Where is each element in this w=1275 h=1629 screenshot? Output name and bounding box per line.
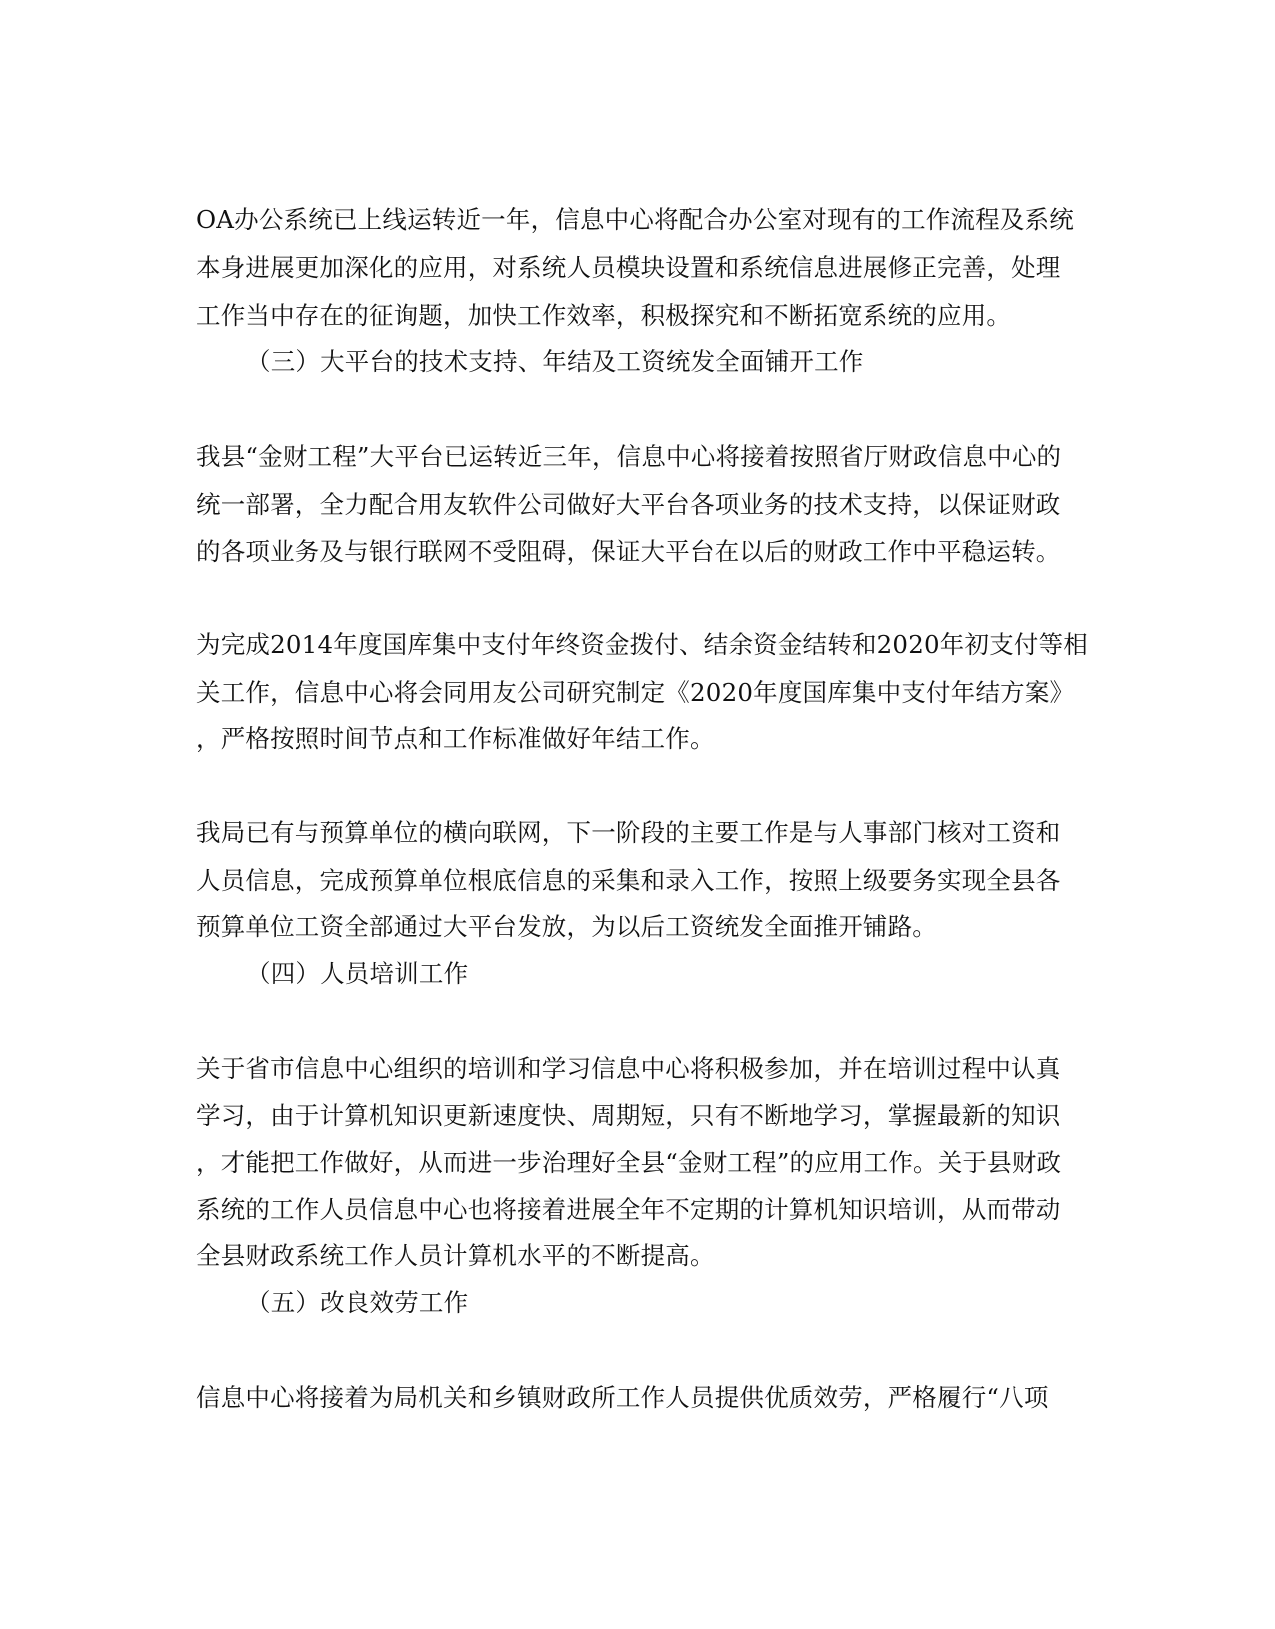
paragraph-platform-line-1: 我县“金财工程”大平台已运转近三年，信息中心将接着按照省厅财政信息中心的 — [196, 442, 1062, 471]
paragraph-salary-line-3: 预算单位工资全部通过大平台发放，为以后工资统发全面推开铺路。 — [196, 912, 937, 941]
paragraph-yearend-line-3: ，严格按照时间节点和工作标准做好年结工作。 — [196, 724, 715, 753]
section-heading-3: （三）大平台的技术支持、年结及工资统发全面铺开工作 — [246, 347, 864, 376]
paragraph-training-line-4: 系统的工作人员信息中心也将接着进展全年不定期的计算机知识培训，从而带动 — [196, 1195, 1061, 1224]
paragraph-oa-line-3: 工作当中存在的征询题，加快工作效率，积极探究和不断拓宽系统的应用。 — [196, 301, 1012, 330]
paragraph-training-line-1: 关于省市信息中心组织的培训和学习信息中心将积极参加，并在培训过程中认真 — [196, 1054, 1061, 1083]
section-heading-4: （四）人员培训工作 — [246, 959, 469, 988]
paragraph-platform-line-3: 的各项业务及与银行联网不受阻碍，保证大平台在以后的财政工作中平稳运转。 — [196, 537, 1061, 566]
paragraph-platform-line-2: 统一部署，全力配合用友软件公司做好大平台各项业务的技术支持，以保证财政 — [196, 490, 1061, 519]
paragraph-oa-line-2: 本身进展更加深化的应用，对系统人员模块设置和系统信息进展修正完善，处理 — [196, 253, 1061, 282]
paragraph-training-line-5: 全县财政系统工作人员计算机水平的不断提高。 — [196, 1241, 715, 1270]
paragraph-salary-line-1: 我局已有与预算单位的横向联网，下一阶段的主要工作是与人事部门核对工资和 — [196, 818, 1061, 847]
paragraph-salary-line-2: 人员信息，完成预算单位根底信息的采集和录入工作，按照上级要务实现全县各 — [196, 866, 1061, 895]
paragraph-training-line-2: 学习，由于计算机知识更新速度快、周期短，只有不断地学习，掌握最新的知识 — [196, 1101, 1061, 1130]
paragraph-oa-line-1: OA办公系统已上线运转近一年，信息中心将配合办公室对现有的工作流程及系统 — [196, 205, 1074, 234]
paragraph-training-line-3: ，才能把工作做好，从而进一步治理好全县“金财工程”的应用工作。关于县财政 — [196, 1148, 1062, 1177]
paragraph-yearend-line-1: 为完成2014年度国库集中支付年终资金拨付、结余资金结转和2020年初支付等相 — [196, 630, 1088, 659]
paragraph-yearend-line-2: 关工作，信息中心将会同用友公司研究制定《2020年度国库集中支付年结方案》 — [196, 678, 1075, 707]
section-heading-5: （五）改良效劳工作 — [246, 1288, 469, 1317]
paragraph-service-line-1: 信息中心将接着为局机关和乡镇财政所工作人员提供优质效劳，严格履行“八项 — [196, 1383, 1049, 1412]
